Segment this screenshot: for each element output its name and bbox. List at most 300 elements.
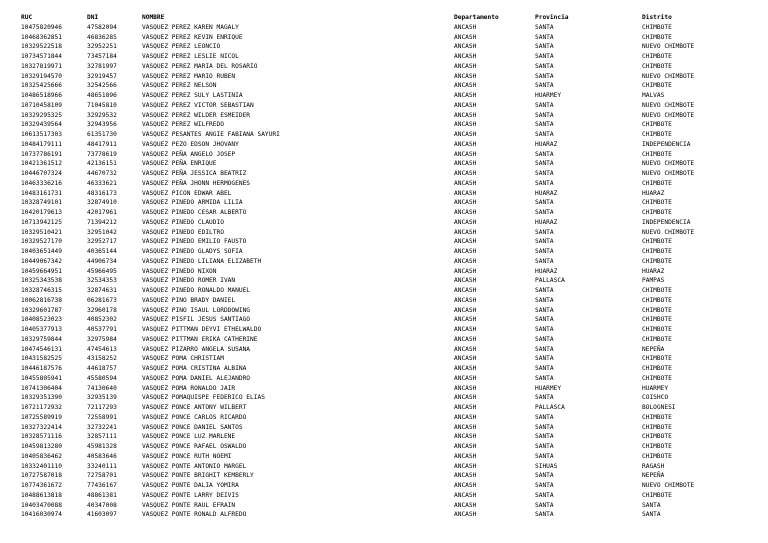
- provincia-cell: SANTA: [535, 306, 554, 314]
- provincia-cell: SANTA: [535, 335, 554, 343]
- departamento-cell: ANCASH: [454, 384, 477, 392]
- distrito-cell: CHIMBOTE: [642, 131, 672, 138]
- provincia-cell: SANTA: [535, 248, 554, 255]
- provincia-cell: SANTA: [535, 179, 554, 187]
- provincia-cell: SANTA: [535, 501, 554, 509]
- nombre-cell: VASQUEZ PINEDO NIXON: [142, 267, 217, 275]
- departamento-cell: ANCASH: [454, 248, 477, 255]
- distrito-cell: INDEPENDENCIA: [642, 218, 691, 226]
- provincia-cell: SANTA: [535, 491, 554, 499]
- nombre-cell: VASQUEZ PONTE BRIGHIT KEMBERLY: [142, 472, 254, 480]
- ruc-cell: 10459813280: [21, 443, 62, 450]
- ruc-cell: 10431582525: [21, 355, 62, 363]
- distrito-cell: NUEVO CHIMBOTE: [642, 228, 695, 236]
- ruc-cell: 10727587018: [21, 472, 62, 480]
- distrito-cell: CHIMBOTE: [642, 355, 672, 363]
- table-row: [21, 189, 762, 199]
- table-row: [21, 442, 762, 452]
- distrito-cell: CHIMBOTE: [642, 209, 672, 216]
- departamento-cell: ANCASH: [454, 150, 477, 158]
- dni-cell: 45981328: [87, 443, 117, 450]
- ruc-cell: 10463336216: [21, 179, 62, 187]
- dni-cell: 48316173: [87, 189, 117, 197]
- departamento-cell: ANCASH: [454, 462, 477, 470]
- table-row: [21, 315, 762, 325]
- table-row: [21, 432, 762, 442]
- dni-cell: 32951042: [87, 228, 117, 236]
- distrito-cell: NUEVO CHIMBOTE: [642, 43, 695, 51]
- provincia-cell: HUARAZ: [535, 218, 558, 226]
- departamento-cell: ANCASH: [454, 501, 477, 509]
- provincia-cell: SANTA: [535, 160, 554, 168]
- provincia-cell: SANTA: [535, 72, 554, 80]
- distrito-cell: CHIMBOTE: [642, 248, 672, 255]
- provincia-cell: SANTA: [535, 452, 554, 460]
- departamento-cell: ANCASH: [454, 433, 477, 441]
- dni-cell: 48651896: [87, 92, 117, 99]
- departamento-cell: ANCASH: [454, 111, 477, 119]
- table-row: [21, 354, 762, 364]
- nombre-cell: VASQUEZ PEÑA ENRIQUE: [142, 160, 217, 168]
- dni-cell: 32874631: [87, 287, 117, 294]
- distrito-cell: HUARAZ: [642, 189, 665, 197]
- table-row: [21, 257, 762, 267]
- nombre-cell: VASQUEZ PONCE RUTH NOEMI: [142, 452, 232, 460]
- provincia-cell: SANTA: [535, 423, 554, 431]
- nombre-cell: VASQUEZ PISFIL JESUS SANTIAGO: [142, 316, 251, 324]
- table-row: [21, 345, 762, 355]
- provincia-cell: SIHUAS: [535, 462, 558, 470]
- distrito-cell: CHIMBOTE: [642, 238, 672, 246]
- provincia-cell: SANTA: [535, 23, 554, 31]
- nombre-cell: VASQUEZ PINO ISAUL LORDDOWING: [142, 306, 251, 314]
- nombre-cell: VASQUEZ POMA DANIEL ALEJANDRO: [142, 374, 251, 382]
- provincia-cell: SANTA: [535, 121, 554, 129]
- nombre-cell: VASQUEZ PONCE DANIEL SANTOS: [142, 423, 243, 431]
- dni-cell: 32534353: [87, 277, 117, 285]
- distrito-cell: CHIMBOTE: [642, 121, 672, 129]
- ruc-cell: 10446707324: [21, 170, 62, 177]
- distrito-cell: NUEVO CHIMBOTE: [642, 101, 695, 109]
- departamento-cell: ANCASH: [454, 404, 477, 411]
- provincia-cell: SANTA: [535, 170, 554, 177]
- ruc-cell: 10774361672: [21, 482, 62, 489]
- dni-cell: 45580594: [87, 374, 117, 382]
- provincia-cell: SANTA: [535, 365, 554, 372]
- ruc-cell: 10408523023: [21, 316, 62, 324]
- ruc-cell: 10421361512: [21, 160, 62, 168]
- provincia-cell: SANTA: [535, 111, 554, 119]
- provincia-cell: SANTA: [535, 374, 554, 382]
- table-row: [21, 159, 762, 169]
- nombre-cell: VASQUEZ POMA CRISTINA ALBINA: [142, 365, 247, 372]
- provincia-cell: HUARAZ: [535, 140, 558, 148]
- table-row: [21, 101, 762, 111]
- provincia-cell: SANTA: [535, 482, 554, 489]
- provincia-cell: SANTA: [535, 443, 554, 450]
- distrito-cell: BOLOGNESI: [642, 404, 676, 411]
- distrito-cell: CHIMBOTE: [642, 433, 672, 441]
- nombre-cell: VASQUEZ PONTE LARRY DEIVIS: [142, 491, 239, 499]
- provincia-cell: SANTA: [535, 62, 554, 70]
- departamento-cell: ANCASH: [454, 62, 477, 70]
- distrito-cell: CHIMBOTE: [642, 306, 672, 314]
- departamento-cell: ANCASH: [454, 277, 477, 285]
- header-dni: DNI: [87, 14, 99, 21]
- nombre-cell: VASQUEZ PONTE RONALD ALFREDO: [142, 511, 247, 519]
- departamento-cell: ANCASH: [454, 491, 477, 499]
- dni-cell: 32975984: [87, 335, 117, 343]
- nombre-cell: VASQUEZ PEÑA ANGELO JOSEP: [142, 150, 236, 158]
- provincia-cell: SANTA: [535, 326, 554, 333]
- ruc-cell: 10329527170: [21, 238, 62, 246]
- ruc-cell: 10725589919: [21, 413, 62, 421]
- departamento-cell: ANCASH: [454, 33, 477, 41]
- ruc-cell: 10613517303: [21, 131, 62, 138]
- nombre-cell: VASQUEZ PINEDO ROMER IVAN: [142, 277, 236, 285]
- ruc-cell: 10329351390: [21, 394, 62, 402]
- provincia-cell: SANTA: [535, 131, 554, 138]
- nombre-cell: VASQUEZ PONCE ANTONY WILBERT: [142, 404, 247, 411]
- dni-cell: 32929532: [87, 111, 117, 119]
- ruc-cell: 10405836462: [21, 452, 62, 460]
- nombre-cell: VASQUEZ PIZARRO ANGELA SUSANA: [142, 345, 251, 353]
- departamento-cell: ANCASH: [454, 413, 477, 421]
- table-row: [21, 306, 762, 316]
- departamento-cell: ANCASH: [454, 326, 477, 333]
- table-row: [21, 374, 762, 384]
- ruc-cell: 10329510421: [21, 228, 62, 236]
- table-header-row: [21, 13, 762, 23]
- departamento-cell: ANCASH: [454, 131, 477, 138]
- dni-cell: 40583646: [87, 452, 117, 460]
- dni-cell: 32732241: [87, 423, 117, 431]
- distrito-cell: CHIMBOTE: [642, 443, 672, 450]
- departamento-cell: ANCASH: [454, 423, 477, 431]
- ruc-cell: 10416030974: [21, 511, 62, 519]
- nombre-cell: VASQUEZ PINEDO CLAUDIO: [142, 218, 224, 226]
- departamento-cell: ANCASH: [454, 374, 477, 382]
- dni-cell: 73457184: [87, 53, 117, 60]
- table-row: [21, 462, 762, 472]
- table-row: [21, 140, 762, 150]
- dni-cell: 44906734: [87, 257, 117, 265]
- provincia-cell: SANTA: [535, 82, 554, 90]
- distrito-cell: CHIMBOTE: [642, 491, 672, 499]
- distrito-cell: CHIMBOTE: [642, 316, 672, 324]
- nombre-cell: VASQUEZ POMAQUISPE FEDERICO ELIAS: [142, 394, 265, 402]
- distrito-cell: PAMPAS: [642, 277, 665, 285]
- ruc-cell: 10062816738: [21, 296, 62, 304]
- departamento-cell: ANCASH: [454, 23, 477, 31]
- nombre-cell: VASQUEZ PINEDO EMILIO FAUSTO: [142, 238, 247, 246]
- dni-cell: 74130640: [87, 384, 117, 392]
- nombre-cell: VASQUEZ PONCE RAFAEL OSWALDO: [142, 443, 247, 450]
- table-row: [21, 491, 762, 501]
- nombre-cell: VASQUEZ PINEDO EDILTRO: [142, 228, 224, 236]
- nombre-cell: VASQUEZ PEÑA JHONN HERMOGENES: [142, 179, 251, 187]
- distrito-cell: CHIMBOTE: [642, 179, 672, 187]
- table-row: [21, 42, 762, 52]
- distrito-cell: CHIMBOTE: [642, 413, 672, 421]
- provincia-cell: SANTA: [535, 355, 554, 363]
- distrito-cell: NUEVO CHIMBOTE: [642, 160, 695, 168]
- ruc-cell: 10327819971: [21, 62, 62, 70]
- table-row: [21, 471, 762, 481]
- ruc-cell: 10741306404: [21, 384, 62, 392]
- ruc-cell: 10737786191: [21, 150, 62, 158]
- distrito-cell: CHIMBOTE: [642, 257, 672, 265]
- dni-cell: 32781997: [87, 62, 117, 70]
- ruc-cell: 10405377913: [21, 326, 62, 333]
- ruc-cell: 10325343538: [21, 277, 62, 285]
- departamento-cell: ANCASH: [454, 82, 477, 90]
- ruc-cell: 10483161731: [21, 189, 62, 197]
- dni-cell: 32874910: [87, 199, 117, 207]
- ruc-cell: 10475820946: [21, 23, 62, 31]
- dni-cell: 72117293: [87, 404, 117, 411]
- header-ruc: RUC: [21, 14, 33, 21]
- dni-cell: 41603097: [87, 511, 117, 519]
- departamento-cell: ANCASH: [454, 365, 477, 372]
- provincia-cell: PALLASCA: [535, 277, 565, 285]
- departamento-cell: ANCASH: [454, 394, 477, 402]
- departamento-cell: ANCASH: [454, 179, 477, 187]
- departamento-cell: ANCASH: [454, 316, 477, 324]
- dni-cell: 06281673: [87, 296, 117, 304]
- table-row: [21, 130, 762, 140]
- dni-cell: 47454613: [87, 345, 117, 353]
- provincia-cell: HUARAZ: [535, 189, 558, 197]
- nombre-cell: VASQUEZ PINEDO GLADYS SOFIA: [142, 248, 243, 255]
- dni-cell: 48861381: [87, 491, 117, 499]
- ruc-cell: 10446187576: [21, 365, 62, 372]
- table-row: [21, 286, 762, 296]
- departamento-cell: ANCASH: [454, 296, 477, 304]
- dni-cell: 46836285: [87, 33, 117, 41]
- distrito-cell: NUEVO CHIMBOTE: [642, 482, 695, 489]
- provincia-cell: SANTA: [535, 43, 554, 51]
- distrito-cell: SANTA: [642, 511, 661, 519]
- departamento-cell: ANCASH: [454, 218, 477, 226]
- ruc-cell: 10721172932: [21, 404, 62, 411]
- dni-cell: 44618757: [87, 365, 117, 372]
- provincia-cell: PALLASCA: [535, 404, 565, 411]
- provincia-cell: HUARMEY: [535, 92, 562, 99]
- departamento-cell: ANCASH: [454, 189, 477, 197]
- table-row: [21, 423, 762, 433]
- nombre-cell: VASQUEZ PEÑA JESSICA BEATRIZ: [142, 170, 247, 177]
- departamento-cell: ANCASH: [454, 443, 477, 450]
- nombre-cell: VASQUEZ PONCE CARLOS RICARDO: [142, 413, 247, 421]
- distrito-cell: NEPEÑA: [642, 472, 665, 480]
- provincia-cell: SANTA: [535, 472, 554, 480]
- table-row: [21, 179, 762, 189]
- nombre-cell: VASQUEZ PONCE LUZ MARLENE: [142, 433, 236, 441]
- nombre-cell: VASQUEZ PEREZ VICTOR SEBASTIAN: [142, 101, 254, 109]
- table-row: [21, 510, 762, 520]
- table-row: [21, 403, 762, 413]
- ruc-cell: 10328746315: [21, 287, 62, 294]
- provincia-cell: SANTA: [535, 228, 554, 236]
- ruc-cell: 10403470088: [21, 501, 62, 509]
- nombre-cell: VASQUEZ PINEDO ARMIDA LILIA: [142, 199, 243, 207]
- header-nombre: NOMBRE: [142, 14, 165, 21]
- dni-cell: 43158252: [87, 355, 117, 363]
- provincia-cell: SANTA: [535, 101, 554, 109]
- table-row: [21, 335, 762, 345]
- distrito-cell: RAGASH: [642, 462, 665, 470]
- table-row: [21, 52, 762, 62]
- distrito-cell: CHIMBOTE: [642, 452, 672, 460]
- nombre-cell: VASQUEZ PEREZ SULY LASTINIA: [142, 92, 243, 99]
- table-row: [21, 237, 762, 247]
- dni-cell: 40852302: [87, 316, 117, 324]
- table-row: [21, 169, 762, 179]
- dni-cell: 71394212: [87, 218, 117, 226]
- ruc-cell: 10468362851: [21, 33, 62, 41]
- table-row: [21, 481, 762, 491]
- table-row: [21, 276, 762, 286]
- departamento-cell: ANCASH: [454, 482, 477, 489]
- ruc-cell: 10459664951: [21, 267, 62, 275]
- ruc-cell: 10486518966: [21, 92, 62, 99]
- dni-cell: 42136151: [87, 160, 117, 168]
- dni-cell: 72558991: [87, 413, 117, 421]
- departamento-cell: ANCASH: [454, 170, 477, 177]
- taxpayer-table: [21, 13, 762, 520]
- distrito-cell: CHIMBOTE: [642, 287, 672, 294]
- distrito-cell: CHIMBOTE: [642, 53, 672, 60]
- departamento-cell: ANCASH: [454, 43, 477, 51]
- departamento-cell: ANCASH: [454, 72, 477, 80]
- dni-cell: 32857111: [87, 433, 117, 441]
- dni-cell: 32952717: [87, 238, 117, 246]
- table-row: [21, 91, 762, 101]
- distrito-cell: CHIMBOTE: [642, 423, 672, 431]
- dni-cell: 40537791: [87, 326, 117, 333]
- table-row: [21, 111, 762, 121]
- departamento-cell: ANCASH: [454, 160, 477, 168]
- departamento-cell: ANCASH: [454, 238, 477, 246]
- departamento-cell: ANCASH: [454, 121, 477, 129]
- table-row: [21, 62, 762, 72]
- nombre-cell: VASQUEZ PITTMAN ERIKA CATHERINE: [142, 335, 258, 343]
- dni-cell: 40365144: [87, 248, 117, 255]
- dni-cell: 32935139: [87, 394, 117, 402]
- table-row: [21, 364, 762, 374]
- provincia-cell: SANTA: [535, 296, 554, 304]
- distrito-cell: COISHCO: [642, 394, 669, 402]
- table-row: [21, 413, 762, 423]
- nombre-cell: VASQUEZ PEREZ LEONCIO: [142, 43, 221, 51]
- distrito-cell: NEPEÑA: [642, 345, 665, 353]
- dni-cell: 44670732: [87, 170, 117, 177]
- nombre-cell: VASQUEZ PICON EDWAR ABEL: [142, 189, 232, 197]
- provincia-cell: SANTA: [535, 316, 554, 324]
- table-row: [21, 150, 762, 160]
- ruc-cell: 10449067342: [21, 257, 62, 265]
- ruc-cell: 10328749101: [21, 199, 62, 207]
- distrito-cell: CHIMBOTE: [642, 33, 672, 41]
- dni-cell: 32919457: [87, 72, 117, 80]
- ruc-cell: 10484179111: [21, 140, 62, 148]
- distrito-cell: CHIMBOTE: [642, 23, 672, 31]
- ruc-cell: 10488613818: [21, 491, 62, 499]
- ruc-cell: 10329439564: [21, 121, 62, 129]
- table-row: [21, 81, 762, 91]
- nombre-cell: VASQUEZ PITTMAN DEYVI ETHELWALDO: [142, 326, 262, 333]
- departamento-cell: ANCASH: [454, 101, 477, 109]
- nombre-cell: VASQUEZ PEZO EDSON JHOVANY: [142, 140, 239, 148]
- provincia-cell: SANTA: [535, 33, 554, 41]
- nombre-cell: VASQUEZ PONTE RAUL EFRAIN: [142, 501, 236, 509]
- distrito-cell: CHIMBOTE: [642, 199, 672, 207]
- provincia-cell: SANTA: [535, 345, 554, 353]
- nombre-cell: VASQUEZ PEREZ KAREN MAGALY: [142, 23, 239, 31]
- departamento-cell: ANCASH: [454, 53, 477, 60]
- table-row: [21, 296, 762, 306]
- departamento-cell: ANCASH: [454, 228, 477, 236]
- provincia-cell: SANTA: [535, 287, 554, 294]
- nombre-cell: VASQUEZ PEREZ NELSON: [142, 82, 217, 90]
- distrito-cell: MALVAS: [642, 92, 665, 99]
- nombre-cell: VASQUEZ PEREZ WILDER ESMEIDER: [142, 111, 251, 119]
- provincia-cell: SANTA: [535, 413, 554, 421]
- nombre-cell: VASQUEZ PEREZ MARIO RUBEN: [142, 72, 236, 80]
- provincia-cell: SANTA: [535, 209, 554, 216]
- dni-cell: 73778619: [87, 150, 117, 158]
- dni-cell: 42017961: [87, 209, 117, 216]
- distrito-cell: HUARMEY: [642, 384, 669, 392]
- provincia-cell: HUARAZ: [535, 267, 558, 275]
- departamento-cell: ANCASH: [454, 209, 477, 216]
- distrito-cell: NUEVO CHIMBOTE: [642, 170, 695, 177]
- table-row: [21, 228, 762, 238]
- nombre-cell: VASQUEZ PONTE ANTONIO MARGEL: [142, 462, 247, 470]
- dni-cell: 45966495: [87, 267, 117, 275]
- table-row: [21, 198, 762, 208]
- distrito-cell: NUEVO CHIMBOTE: [642, 72, 695, 80]
- table-row: [21, 23, 762, 33]
- dni-cell: 32943956: [87, 121, 117, 129]
- provincia-cell: SANTA: [535, 53, 554, 60]
- provincia-cell: SANTA: [535, 394, 554, 402]
- distrito-cell: CHIMBOTE: [642, 335, 672, 343]
- dni-cell: 32542566: [87, 82, 117, 90]
- header-distrito: Distrito: [642, 14, 672, 21]
- departamento-cell: ANCASH: [454, 199, 477, 207]
- nombre-cell: VASQUEZ PONTE DALIA YOMIRA: [142, 482, 239, 489]
- nombre-cell: VASQUEZ PESANTES ANGIE FABIANA SAYURI: [142, 131, 280, 138]
- nombre-cell: VASQUEZ POMA RONALDO JAIR: [142, 384, 236, 392]
- ruc-cell: 10325425666: [21, 82, 62, 90]
- distrito-cell: CHIMBOTE: [642, 82, 672, 90]
- table-row: [21, 33, 762, 43]
- provincia-cell: SANTA: [535, 511, 554, 519]
- ruc-cell: 10455805941: [21, 374, 62, 382]
- nombre-cell: VASQUEZ PEREZ WILFREDO: [142, 121, 224, 129]
- ruc-cell: 10329522518: [21, 43, 62, 51]
- dni-cell: 40347008: [87, 501, 117, 509]
- dni-cell: 47582094: [87, 23, 117, 31]
- ruc-cell: 10403651449: [21, 248, 62, 255]
- table-row: [21, 452, 762, 462]
- provincia-cell: SANTA: [535, 199, 554, 207]
- distrito-cell: SANTA: [642, 501, 661, 509]
- provincia-cell: SANTA: [535, 433, 554, 441]
- nombre-cell: VASQUEZ PEREZ LESLIE NICOL: [142, 53, 239, 60]
